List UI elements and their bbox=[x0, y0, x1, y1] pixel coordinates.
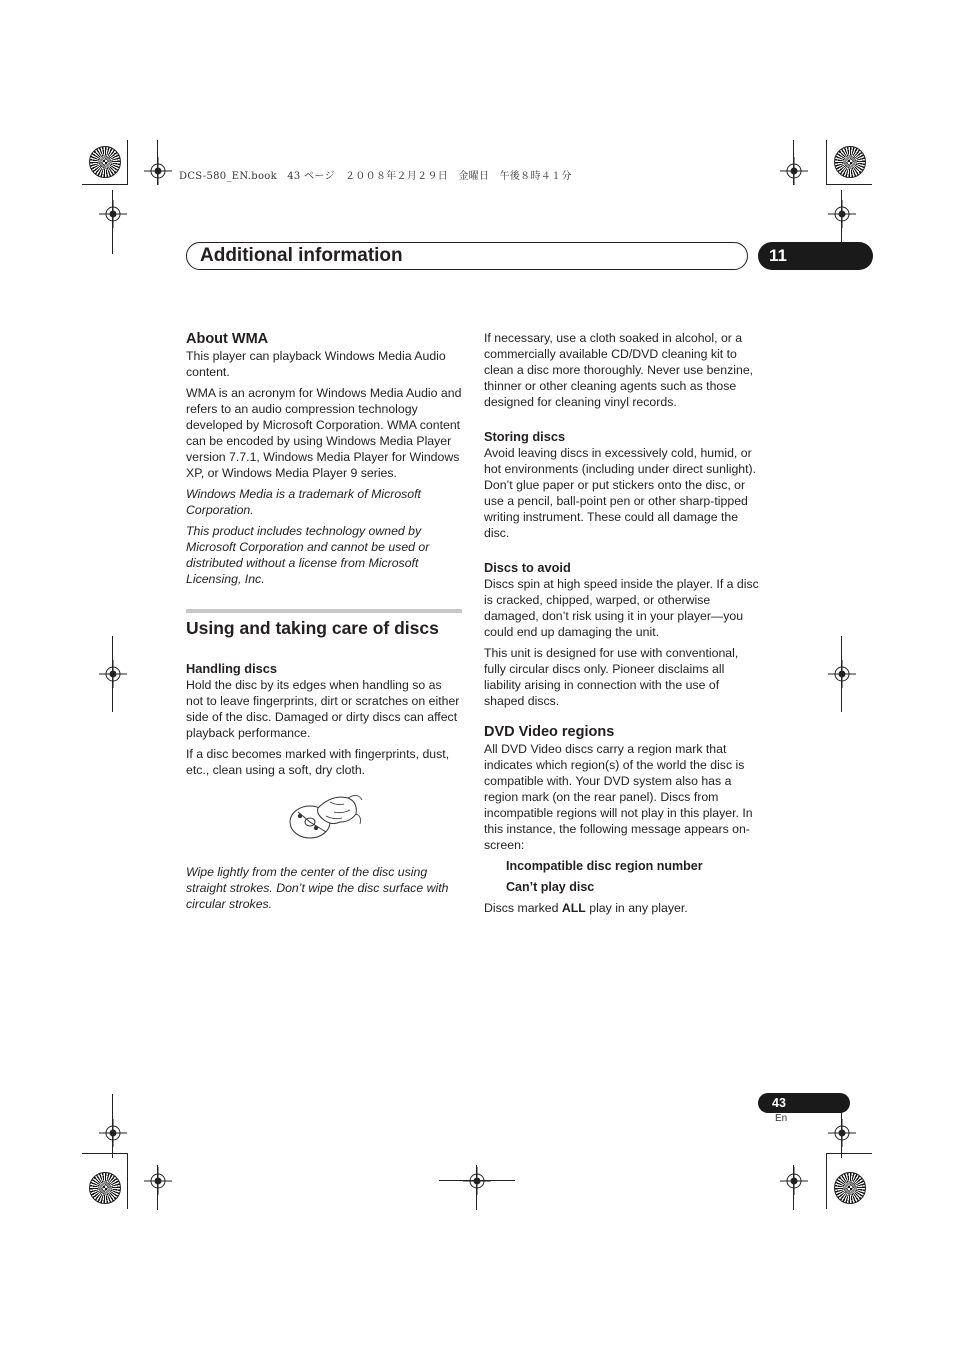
storing-discs-heading: Storing discs bbox=[484, 429, 566, 444]
about-wma-heading: About WMA bbox=[186, 331, 269, 347]
page-language: En bbox=[775, 1113, 788, 1124]
guide-line bbox=[112, 190, 113, 254]
guide-line bbox=[157, 1165, 158, 1210]
right-column bbox=[484, 330, 760, 916]
page-number: 43 bbox=[758, 1093, 850, 1113]
crop-line bbox=[826, 1153, 872, 1154]
handling-discs-heading: Handling discs bbox=[186, 661, 278, 676]
crop-line bbox=[127, 1153, 128, 1209]
registration-sun-icon bbox=[834, 1172, 866, 1204]
guide-line bbox=[112, 1094, 113, 1158]
registration-crosshair-icon bbox=[99, 200, 127, 228]
crop-line bbox=[82, 184, 128, 185]
registration-crosshair-icon bbox=[780, 157, 808, 185]
about-wma-paragraph: This player can playback Windows Media Audio content. bbox=[186, 349, 446, 379]
registration-crosshair-icon bbox=[463, 1167, 491, 1195]
dvd-regions-paragraph: All DVD Video discs carry a region mark that indicates which region(s) of the world the disc is compatible with. Your DVD system also has a region mark (on the rear panel). Discs from incompatible regions will not play in this player. In this instance, the following message appears on-screen: bbox=[484, 742, 753, 852]
discs-section-heading: Using and taking care of discs bbox=[186, 618, 439, 638]
guide-line bbox=[793, 1165, 794, 1210]
registration-crosshair-icon bbox=[828, 660, 856, 688]
about-wma-paragraph: WMA is an acronym for Windows Media Audio and refers to an audio compression technology developed by Microsoft Corporation. WMA content can be encoded by using Windows Media Player version 7.7.1, Windows Media Player for Windows XP, or Windows Media Player 9 series. bbox=[186, 386, 462, 480]
onscreen-message: Incompatible disc region number bbox=[506, 859, 703, 873]
registration-crosshair-icon bbox=[99, 660, 127, 688]
onscreen-message: Can’t play disc bbox=[506, 880, 595, 894]
disc-wiping-illustration bbox=[186, 788, 462, 850]
section-rule bbox=[186, 609, 462, 613]
registration-crosshair-icon bbox=[144, 1167, 172, 1195]
left-column bbox=[186, 330, 462, 912]
guide-line bbox=[439, 1180, 515, 1181]
region-all-text: Discs marked bbox=[484, 901, 562, 915]
registration-sun-icon bbox=[89, 1172, 121, 1204]
illustration-caption: Wipe lightly from the center of the disc using straight strokes. Don’t wipe the disc surface with circular strokes. bbox=[186, 865, 449, 911]
avoid-paragraph: This unit is designed for use with conventional, fully circular discs only. Pioneer disclaims all liability arising in connection with the use of shaped discs. bbox=[484, 646, 739, 708]
avoid-paragraph: Discs spin at high speed inside the player. If a disc is cracked, chipped, warped, or otherwise damaged, don’t risk using it in your player—you could end up damaging the unit. bbox=[484, 577, 759, 639]
registration-sun-icon bbox=[89, 146, 121, 178]
crop-line bbox=[826, 1153, 827, 1209]
storing-paragraph: Avoid leaving discs in excessively cold, humid, or hot environments (including under direct sunlight). Don’t glue paper or put stickers onto the disc, or use a pencil, ball-point pen or other sharp-tipped writing instrument. These could all damage the disc. bbox=[484, 446, 757, 540]
guide-line bbox=[793, 140, 794, 185]
crop-line bbox=[826, 140, 827, 185]
registration-crosshair-icon bbox=[99, 1119, 127, 1147]
registration-crosshair-icon bbox=[828, 200, 856, 228]
handling-paragraph: Hold the disc by its edges when handling so as not to leave fingerprints, dirt or scratches on either side of the disc. Damaged or dirty discs can affect playback performance. bbox=[186, 678, 460, 740]
registration-crosshair-icon bbox=[144, 157, 172, 185]
license-note: This product includes technology owned by Microsoft Corporation and cannot be used or distributed without a license from Microsoft Licensing, Inc. bbox=[186, 524, 430, 586]
chapter-number-badge: 11 bbox=[758, 242, 873, 270]
file-header: DCS-580_EN.book 43 ページ ２００８年２月２９日 金曜日 午後８時４１分 bbox=[179, 171, 572, 182]
guide-line bbox=[112, 636, 113, 712]
chapter-title: Additional information bbox=[200, 245, 403, 266]
crop-line bbox=[82, 1153, 128, 1154]
crop-line bbox=[127, 140, 128, 185]
guide-line bbox=[476, 1165, 477, 1210]
registration-sun-icon bbox=[834, 146, 866, 178]
region-all-mark: ALL bbox=[561, 901, 586, 915]
trademark-note: Windows Media is a trademark of Microsoft Corporation. bbox=[186, 487, 421, 517]
registration-crosshair-icon bbox=[828, 1119, 856, 1147]
cleaning-paragraph: If necessary, use a cloth soaked in alcohol, or a commercially available CD/DVD cleaning kit to clean a disc more thoroughly. Never use benzine, thinner or other cleaning agents such as those designed for cleaning vinyl records. bbox=[484, 331, 754, 409]
handling-paragraph: If a disc becomes marked with fingerprints, dust, etc., clean using a soft, dry cloth. bbox=[186, 747, 450, 777]
dvd-regions-heading: DVD Video regions bbox=[484, 724, 615, 740]
region-all-text: play in any player. bbox=[585, 901, 688, 915]
discs-to-avoid-heading: Discs to avoid bbox=[484, 560, 571, 575]
registration-crosshair-icon bbox=[780, 1167, 808, 1195]
crop-line bbox=[826, 184, 872, 185]
guide-line bbox=[157, 140, 158, 185]
region-all-note bbox=[484, 900, 760, 916]
guide-line bbox=[841, 636, 842, 712]
